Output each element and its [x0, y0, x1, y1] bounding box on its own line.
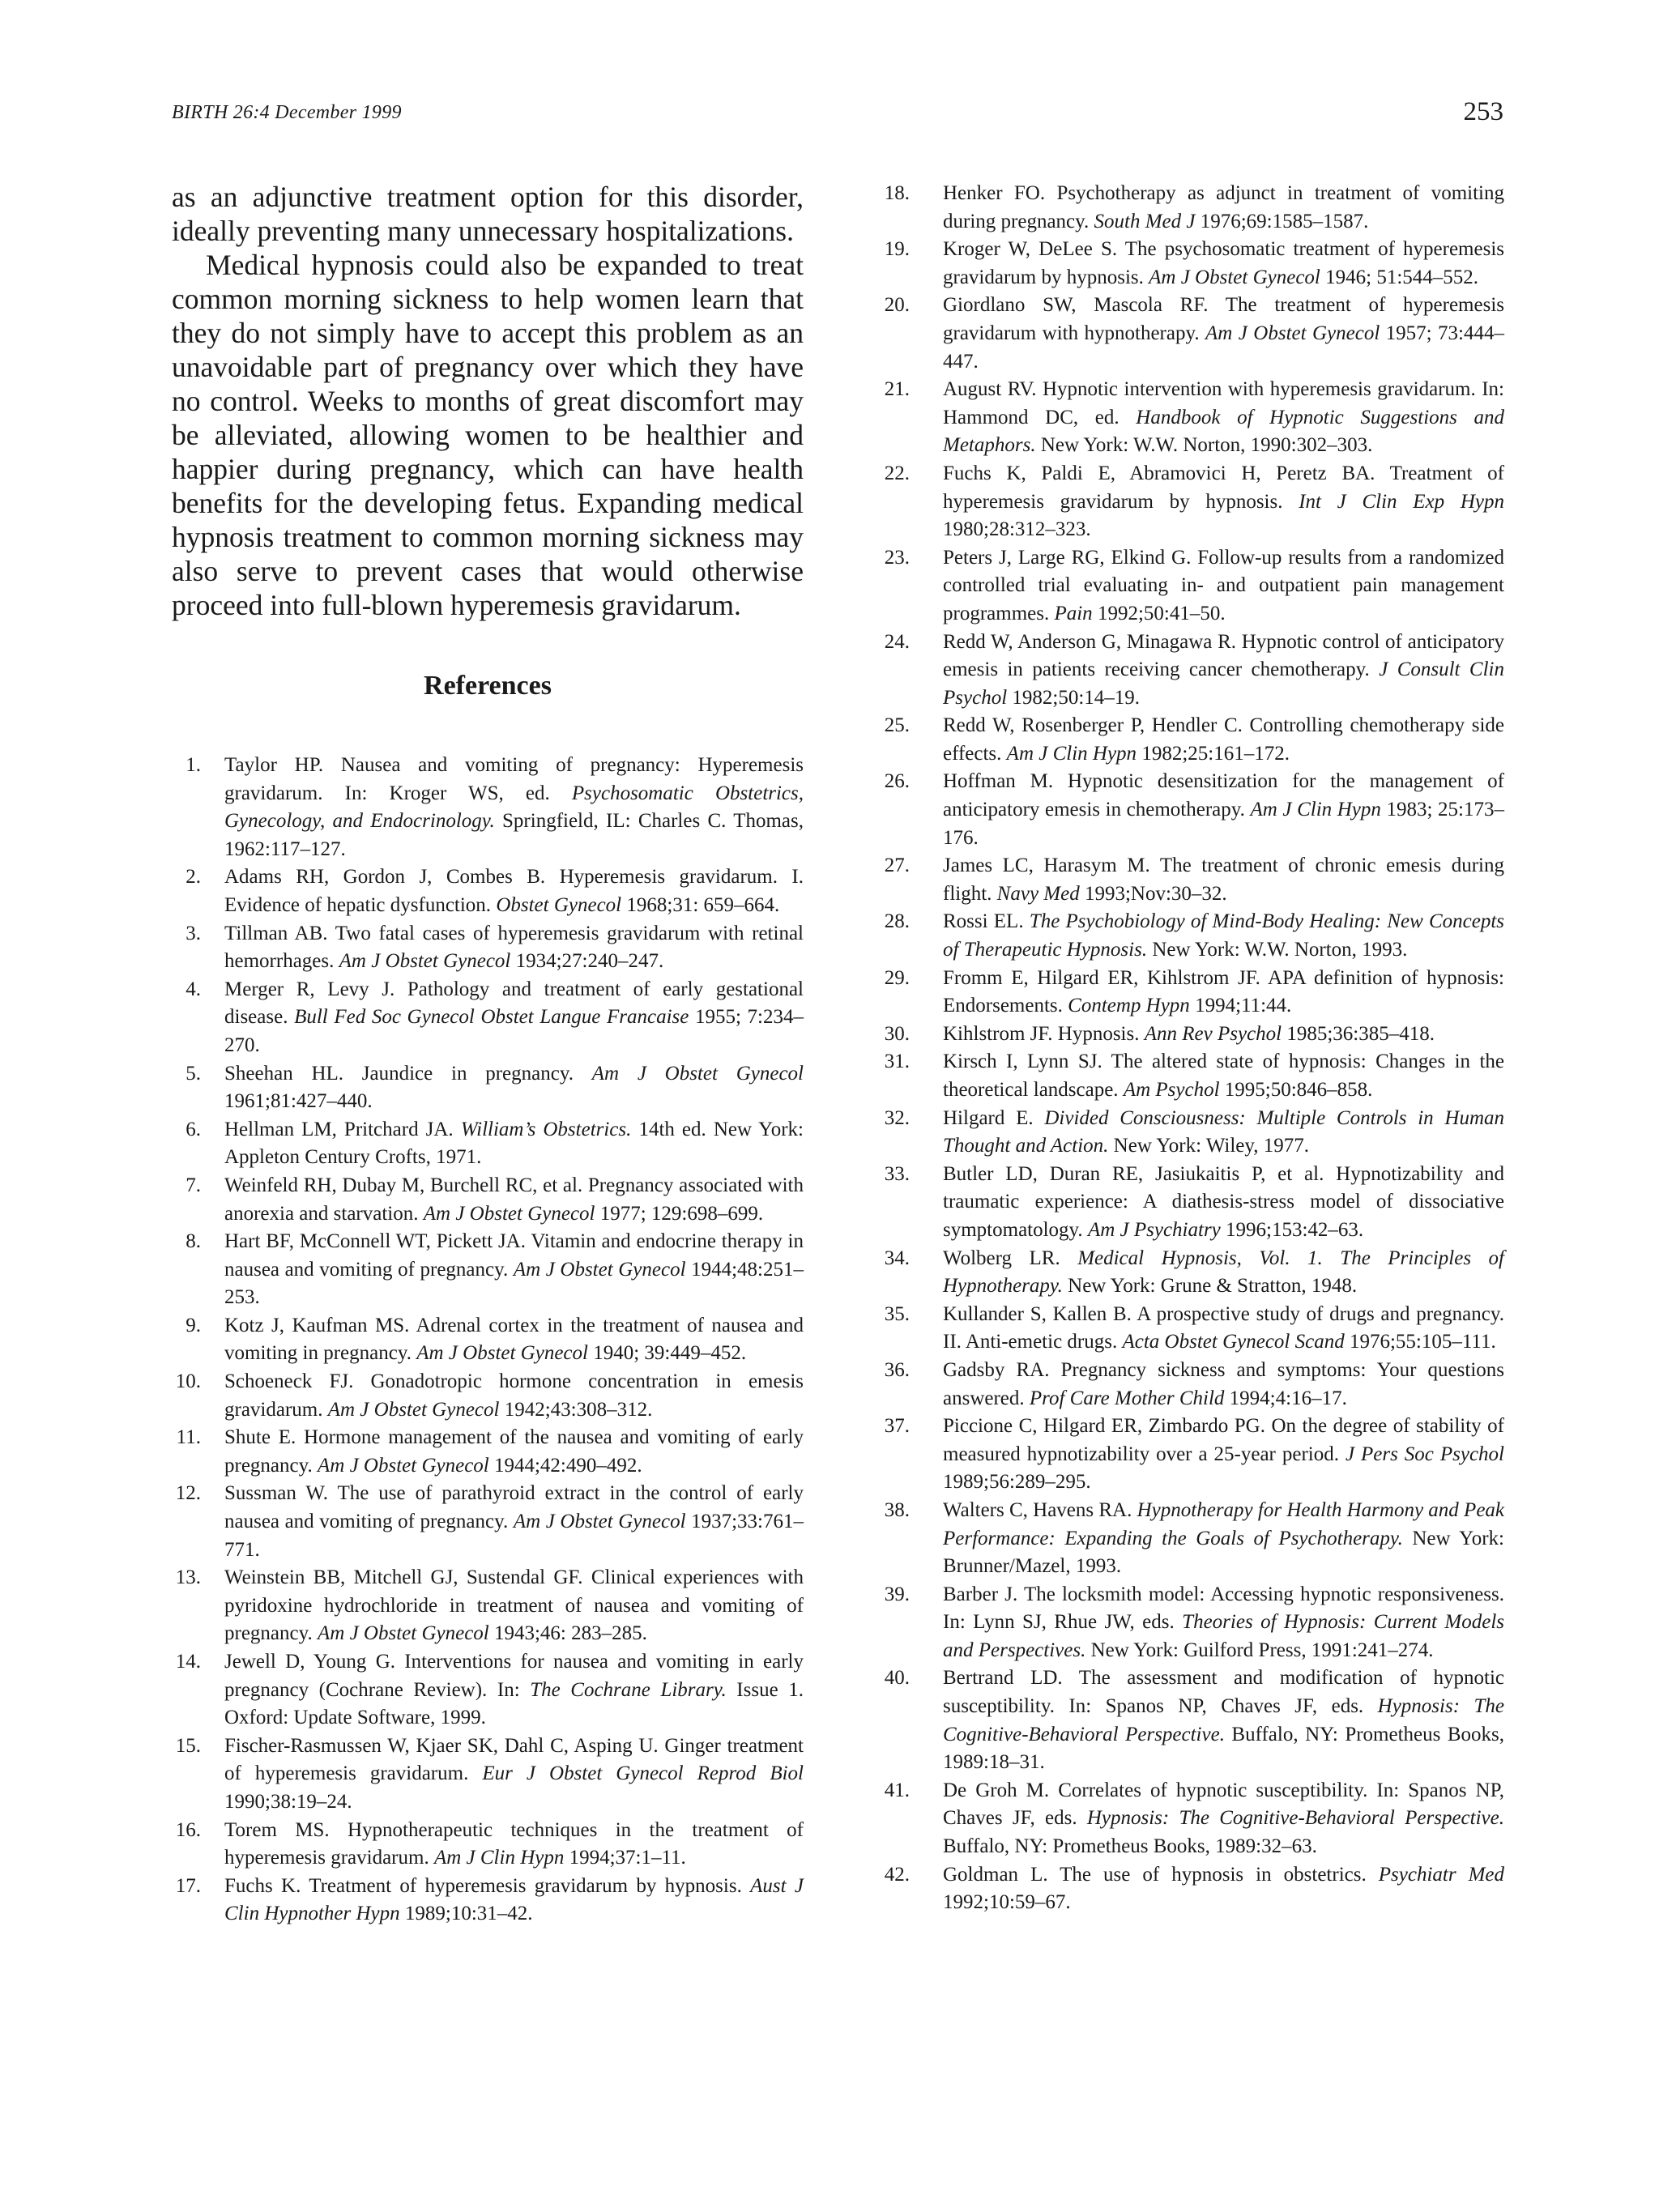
reference-details: 1993;Nov:30–32. — [1079, 882, 1227, 905]
reference-source: The Cochrane Library. — [530, 1678, 727, 1701]
reference-item — [172, 920, 804, 976]
reference-number: 22. — [884, 462, 910, 484]
reference-item — [172, 863, 804, 919]
reference-source: Am J Obstet Gynecol — [318, 1622, 489, 1645]
reference-number: 29. — [884, 966, 910, 989]
reference-item — [881, 1581, 1504, 1665]
reference-item — [881, 1413, 1504, 1497]
references-heading: References — [424, 671, 552, 701]
reference-details: New York: Wiley, 1977. — [1108, 1135, 1310, 1157]
reference-item — [881, 908, 1504, 964]
reference-details: New York: W.W. Norton, 1990:302–303. — [1035, 434, 1373, 457]
reference-details: 1944;48:251–253. — [224, 1258, 804, 1309]
reference-text: Adams RH, Gordon J, Combes B. Hyperemesis gravidarum. I. Evidence of hepatic dysfunction. — [224, 866, 804, 916]
journal-citation: BIRTH 26:4 December 1999 — [172, 102, 402, 123]
reference-details: 1976;55:105–111. — [1344, 1331, 1496, 1353]
reference-item — [172, 1312, 804, 1368]
reference-number: 12. — [175, 1482, 201, 1505]
body-paragraph-2: Medical hypnosis could also be expanded to treat common morning sickness to help women learn that they do not simply have to accept this problem as an unavoidable part of pregnancy over which they have no control. Weeks to months of great discomfort may be alleviated, allowing women to be healthier and happier during pregnancy, which can have health benefits for the developing fetus. Expanding medical hypnosis treatment to common morning sickness may also serve to prevent cases that would otherwise proceed into full-blown hyperemesis gravidarum. — [172, 249, 804, 621]
reference-details: 1992;10:59–67. — [943, 1891, 1071, 1914]
left-column — [172, 180, 804, 1929]
reference-number: 17. — [175, 1874, 201, 1897]
reference-text: Kihlstrom JF. Hypnosis. — [943, 1022, 1145, 1045]
reference-item — [881, 1664, 1504, 1776]
reference-details: New York: Grune & Stratton, 1948. — [1062, 1275, 1358, 1298]
reference-text: Walters C, Havens RA. — [943, 1498, 1137, 1521]
reference-number: 1. — [186, 754, 201, 776]
reference-details: 1996;153:42–63. — [1220, 1218, 1364, 1241]
reference-text: August RV. Hypnotic intervention with hyperemesis gravidarum. In: Hammond DC, ed. — [943, 378, 1504, 428]
reference-source: Ann Rev Psychol — [1144, 1022, 1282, 1045]
reference-source: Int J Clin Exp Hypn — [1299, 490, 1504, 513]
reference-source: Acta Obstet Gynecol Scand — [1122, 1331, 1345, 1353]
reference-number: 21. — [884, 378, 910, 401]
reference-item — [172, 1564, 804, 1648]
reference-number: 35. — [884, 1302, 910, 1325]
reference-item — [881, 1357, 1504, 1413]
reference-item — [881, 544, 1504, 629]
reference-text: Bertrand LD. The assessment and modification of hypnotic susceptibility. In: Spanos NP, Chaves JF, eds. — [943, 1667, 1504, 1718]
reference-number: 36. — [884, 1358, 910, 1381]
reference-details: New York: Brunner/Mazel, 1993. — [943, 1527, 1504, 1578]
reference-text: Piccione C, Hilgard ER, Zimbardo PG. On the degree of stability of measured hypnotizability over a 25-year period. — [943, 1415, 1504, 1465]
reference-item — [881, 712, 1504, 768]
reference-text: Henker FO. Psychotherapy as adjunct in treatment of vomiting during pregnancy. — [943, 182, 1504, 232]
reference-source: Am J Clin Hypn — [433, 1847, 565, 1869]
reference-source: Am J Clin Hypn — [1250, 799, 1381, 821]
reference-details: 1992;50:41–50. — [1092, 602, 1226, 624]
reference-number: 18. — [884, 182, 910, 204]
reference-text: Weinstein BB, Mitchell GJ, Sustendal GF. Clinical experiences with pyridoxine hydrochloride in treatment of nausea and vomiting of pregnancy. — [224, 1566, 804, 1645]
reference-text: Shute E. Hormone management of the nausea and vomiting of early pregnancy. — [224, 1426, 804, 1477]
reference-details: 1940; 39:449–452. — [587, 1342, 747, 1365]
reference-text: Wolberg LR. — [943, 1247, 1078, 1269]
reference-item — [172, 752, 804, 863]
reference-text: Kotz J, Kaufman MS. Adrenal cortex in the treatment of nausea and vomiting in pregnancy. — [224, 1314, 804, 1365]
reference-source: Aust J Clin Hypnother Hypn — [224, 1874, 804, 1925]
reference-item — [881, 1048, 1504, 1104]
reference-item — [881, 236, 1504, 292]
reference-number: 41. — [884, 1779, 910, 1801]
reference-number: 16. — [175, 1818, 201, 1841]
reference-source: Am J Obstet Gynecol — [327, 1398, 500, 1421]
reference-source: Am J Obstet Gynecol — [1205, 322, 1380, 344]
reference-item — [881, 180, 1504, 236]
reference-text: Taylor HP. Nausea and vomiting of pregnancy: Hyperemesis gravidarum. In: Kroger WS, ed. — [224, 754, 804, 804]
reference-item — [881, 1861, 1504, 1917]
reference-text: Schoeneck FJ. Gonadotropic hormone concentration in emesis gravidarum. — [224, 1370, 804, 1421]
reference-source: Handbook of Hypnotic Suggestions and Metaphors. — [943, 406, 1504, 457]
reference-source: Medical Hypnosis, Vol. 1. The Principles of Hypnotherapy. — [943, 1247, 1504, 1298]
reference-source: J Pers Soc Psychol — [1345, 1443, 1504, 1465]
reference-item — [881, 1301, 1504, 1357]
reference-details: 1968;31: 659–664. — [621, 893, 780, 916]
reference-text: Redd W, Rosenberger P, Hendler C. Controlling chemotherapy side effects. — [943, 714, 1504, 765]
reference-number: 32. — [884, 1106, 910, 1129]
reference-text: De Groh M. Correlates of hypnotic susceptibility. In: Spanos NP, Chaves JF, eds. — [943, 1779, 1504, 1830]
reference-text: Hilgard E. — [943, 1106, 1045, 1129]
reference-source: Am J Clin Hypn — [1006, 742, 1137, 765]
reference-item — [881, 1105, 1504, 1161]
reference-text: Merger R, Levy J. Pathology and treatment of early gestational disease. — [224, 978, 804, 1029]
reference-text: Sheehan HL. Jaundice in pregnancy. — [224, 1062, 592, 1085]
reference-number: 5. — [186, 1062, 201, 1085]
reference-item — [881, 292, 1504, 376]
reference-text: Gadsby RA. Pregnancy sickness and symptoms: Your questions answered. — [943, 1358, 1504, 1409]
reference-details: 1994;11:44. — [1189, 995, 1292, 1017]
reference-details: 1944;42:490–492. — [488, 1454, 642, 1477]
reference-item — [881, 1245, 1504, 1301]
reference-text: Weinfeld RH, Dubay M, Burchell RC, et al. Pregnancy associated with anorexia and starvation. — [224, 1174, 804, 1225]
reference-item — [172, 1424, 804, 1480]
reference-number: 2. — [186, 866, 201, 889]
reference-number: 42. — [884, 1863, 910, 1886]
reference-text: Hellman LM, Pritchard JA. — [224, 1118, 461, 1140]
reference-number: 23. — [884, 546, 910, 569]
right-column — [881, 180, 1504, 1917]
reference-item — [881, 629, 1504, 713]
reference-source: The Psychobiology of Mind-Body Healing: New Concepts of Therapeutic Hypnosis. — [943, 910, 1504, 961]
reference-number: 27. — [884, 855, 910, 877]
reference-number: 31. — [884, 1051, 910, 1073]
reference-source: Hypnotherapy for Health Harmony and Peak Performance: Expanding the Goals of Psychotherapy. — [943, 1498, 1505, 1549]
reference-text: Butler LD, Duran RE, Jasiukaitis P, et al. Hypnotizability and traumatic experience: A diathesis-stress model of dissociative symptomatology. — [943, 1162, 1504, 1241]
reference-details: 1957; 73:444–447. — [943, 322, 1504, 373]
reference-item — [172, 1060, 804, 1116]
reference-number: 6. — [186, 1118, 201, 1140]
reference-text: Redd W, Anderson G, Minagawa R. Hypnotic control of anticipatory emesis in patients receiving cancer chemotherapy. — [943, 630, 1504, 681]
reference-number: 7. — [186, 1174, 201, 1196]
reference-text: James LC, Harasym M. The treatment of chronic emesis during flight. — [943, 855, 1504, 905]
reference-item — [881, 376, 1504, 460]
reference-number: 4. — [186, 978, 201, 1000]
reference-details: 1976;69:1585–1587. — [1195, 210, 1369, 232]
reference-source: Obstet Gynecol — [496, 893, 622, 916]
reference-number: 28. — [884, 910, 910, 933]
reference-details: 14th ed. New York: Appleton Century Crofts, 1971. — [224, 1118, 804, 1169]
reference-details: New York: W.W. Norton, 1993. — [1147, 939, 1408, 961]
reference-text: Jewell D, Young G. Interventions for nausea and vomiting in early pregnancy (Cochrane Review). In: — [224, 1651, 804, 1701]
reference-details: 1983; 25:173–176. — [943, 799, 1504, 849]
reference-source: J Consult Clin Psychol — [943, 658, 1504, 709]
reference-number: 34. — [884, 1247, 910, 1269]
reference-number: 40. — [884, 1667, 910, 1690]
reference-details: 1989;10:31–42. — [399, 1903, 533, 1925]
reference-number: 26. — [884, 770, 910, 793]
reference-number: 24. — [884, 630, 910, 653]
reference-item — [172, 1648, 804, 1733]
reference-item — [172, 1873, 804, 1929]
reference-source: Am J Obstet Gynecol — [416, 1342, 588, 1365]
reference-item — [881, 1021, 1504, 1049]
reference-source: Am J Obstet Gynecol — [318, 1454, 489, 1477]
reference-source: Bull Fed Soc Gynecol Obstet Langue Francaise — [294, 1006, 689, 1029]
reference-text: Fischer-Rasmussen W, Kjaer SK, Dahl C, Asping U. Ginger treatment of hyperemesis gravidarum. — [224, 1734, 804, 1785]
reference-text: Goldman L. The use of hypnosis in obstetrics. — [943, 1863, 1379, 1886]
reference-number: 39. — [884, 1583, 910, 1605]
reference-source: Theories of Hypnosis: Current Models and Perspectives. — [943, 1611, 1505, 1661]
reference-source: Psychosomatic Obstetrics, Gynecology, and Endocrinology. — [224, 782, 804, 833]
reference-text: Fuchs K. Treatment of hyperemesis gravidarum by hypnosis. — [224, 1874, 751, 1897]
references-list-left — [172, 752, 804, 1929]
reference-source: Am J Obstet Gynecol — [423, 1202, 595, 1225]
reference-source: Am J Obstet Gynecol — [513, 1258, 686, 1281]
reference-details: 1994;4:16–17. — [1224, 1387, 1347, 1409]
reference-details: Buffalo, NY: Prometheus Books, 1989:18–31. — [943, 1723, 1504, 1774]
reference-details: 1937;33:761–771. — [224, 1511, 804, 1561]
reference-text: Barber J. The locksmith model: Accessing hypnotic responsiveness. In: Lynn SJ, Rhue JW, eds. — [943, 1583, 1504, 1634]
reference-details: 1946; 51:544–552. — [1320, 266, 1479, 288]
reference-source: Contemp Hypn — [1068, 995, 1190, 1017]
reference-source: Am J Obstet Gynecol — [513, 1511, 686, 1533]
reference-number: 33. — [884, 1162, 910, 1185]
reference-details: 1955; 7:234–270. — [224, 1006, 804, 1056]
reference-details: 1995;50:846–858. — [1219, 1079, 1373, 1101]
reference-text: Hoffman M. Hypnotic desensitization for the management of anticipatory emesis in chemotherapy. — [943, 770, 1504, 821]
reference-details: 1990;38:19–24. — [224, 1790, 352, 1813]
reference-number: 10. — [175, 1370, 201, 1393]
reference-text: Tillman AB. Two fatal cases of hyperemesis gravidarum with retinal hemorrhages. — [224, 922, 804, 973]
reference-source: Eur J Obstet Gynecol Reprod Biol — [482, 1762, 804, 1785]
reference-text: Fromm E, Hilgard ER, Kihlstrom JF. APA definition of hypnosis: Endorsements. — [943, 966, 1504, 1017]
reference-item — [172, 1368, 804, 1424]
reference-details: 1934;27:240–247. — [510, 950, 664, 973]
reference-source: Am J Psychiatry — [1087, 1218, 1221, 1241]
reference-item — [172, 1817, 804, 1873]
reference-details: 1961;81:427–440. — [224, 1090, 373, 1113]
reference-details: 1989;56:289–295. — [943, 1471, 1091, 1494]
running-header — [172, 97, 1503, 134]
reference-source: Prof Care Mother Child — [1029, 1387, 1225, 1409]
reference-text: Hart BF, McConnell WT, Pickett JA. Vitamin and endocrine therapy in nausea and vomiting of pregnancy. — [224, 1230, 804, 1281]
reference-details: 1982;25:161–172. — [1137, 742, 1290, 765]
reference-source: Navy Med — [996, 882, 1080, 905]
reference-item — [881, 1497, 1504, 1581]
reference-item — [172, 1116, 804, 1172]
reference-item — [881, 460, 1504, 544]
reference-item — [881, 1777, 1504, 1861]
reference-source: William’s Obstetrics. — [460, 1118, 632, 1140]
reference-number: 9. — [186, 1314, 201, 1336]
reference-details: 1943;46: 283–285. — [488, 1622, 647, 1645]
reference-source: Hypnosis: The Cognitive-Behavioral Perspective. — [943, 1695, 1504, 1745]
reference-item — [881, 768, 1504, 852]
reference-number: 11. — [176, 1426, 201, 1449]
reference-number: 37. — [884, 1415, 910, 1438]
body-paragraph-1: as an adjunctive treatment option for this disorder, ideally preventing many unnecessary hospitalizations. — [172, 181, 804, 247]
reference-text: Torem MS. Hypnotherapeutic techniques in the treatment of hyperemesis gravidarum. — [224, 1818, 804, 1869]
reference-item — [172, 1228, 804, 1312]
reference-details: Buffalo, NY: Prometheus Books, 1989:32–63. — [943, 1835, 1317, 1858]
reference-text: Kirsch I, Lynn SJ. The altered state of hypnosis: Changes in the theoretical landscape. — [943, 1051, 1504, 1101]
reference-source: South Med J — [1094, 210, 1196, 232]
reference-number: 15. — [175, 1734, 201, 1757]
reference-source: Am J Obstet Gynecol — [591, 1062, 804, 1085]
reference-details: Springfield, IL: Charles C. Thomas, 1962:117–127. — [224, 810, 804, 860]
reference-text: Kroger W, DeLee S. The psychosomatic treatment of hyperemesis gravidarum by hypnosis. — [943, 238, 1504, 288]
reference-details: 1942;43:308–312. — [499, 1398, 653, 1421]
reference-number: 3. — [186, 922, 201, 944]
reference-item — [172, 1172, 804, 1228]
reference-item — [172, 1733, 804, 1817]
reference-details: 1985;36:385–418. — [1282, 1022, 1435, 1045]
reference-details: Issue 1. Oxford: Update Software, 1999. — [224, 1678, 804, 1729]
reference-number: 30. — [884, 1022, 910, 1045]
reference-source: Am J Obstet Gynecol — [1149, 266, 1320, 288]
reference-source: Pain — [1054, 602, 1093, 624]
reference-item — [881, 1161, 1504, 1245]
reference-details: 1982;50:14–19. — [1007, 686, 1141, 709]
reference-number: 25. — [884, 714, 910, 737]
reference-source: Divided Consciousness: Multiple Controls in Human Thought and Action. — [943, 1106, 1504, 1157]
reference-details: New York: Guilford Press, 1991:241–274. — [1085, 1639, 1434, 1661]
reference-details: 1994;37:1–11. — [564, 1847, 686, 1869]
reference-text: Peters J, Large RG, Elkind G. Follow-up results from a randomized controlled trial evaluating in- and outpatient pain management programmes. — [943, 546, 1504, 624]
reference-number: 20. — [884, 294, 910, 317]
reference-item — [172, 976, 804, 1060]
reference-item — [172, 1480, 804, 1564]
reference-source: Hypnosis: The Cognitive-Behavioral Perspective. — [1086, 1807, 1504, 1830]
reference-text: Fuchs K, Paldi E, Abramovici H, Peretz BA. Treatment of hyperemesis gravidarum by hypnosis. — [943, 462, 1504, 513]
reference-item — [881, 852, 1504, 908]
reference-details: 1980;28:312–323. — [943, 518, 1091, 541]
reference-number: 13. — [175, 1566, 201, 1589]
reference-details: 1977; 129:698–699. — [595, 1202, 764, 1225]
references-list-right — [881, 180, 1504, 1917]
reference-number: 38. — [884, 1498, 910, 1521]
reference-source: Am Psychol — [1123, 1079, 1220, 1101]
reference-text: Rossi EL. — [943, 910, 1030, 933]
reference-source: Am J Obstet Gynecol — [339, 950, 511, 973]
page-number: 253 — [1463, 97, 1503, 126]
reference-text: Giordlano SW, Mascola RF. The treatment of hyperemesis gravidarum with hypnotherapy. — [943, 294, 1504, 344]
reference-text: Sussman W. The use of parathyroid extract in the control of early nausea and vomiting of pregnancy. — [224, 1482, 804, 1533]
reference-number: 19. — [884, 238, 910, 261]
reference-number: 14. — [175, 1651, 201, 1673]
reference-text: Kullander S, Kallen B. A prospective study of drugs and pregnancy. II. Anti-emetic drugs. — [943, 1302, 1504, 1353]
reference-source: Psychiatr Med — [1378, 1863, 1505, 1886]
reference-number: 8. — [186, 1230, 201, 1253]
reference-item — [881, 965, 1504, 1021]
